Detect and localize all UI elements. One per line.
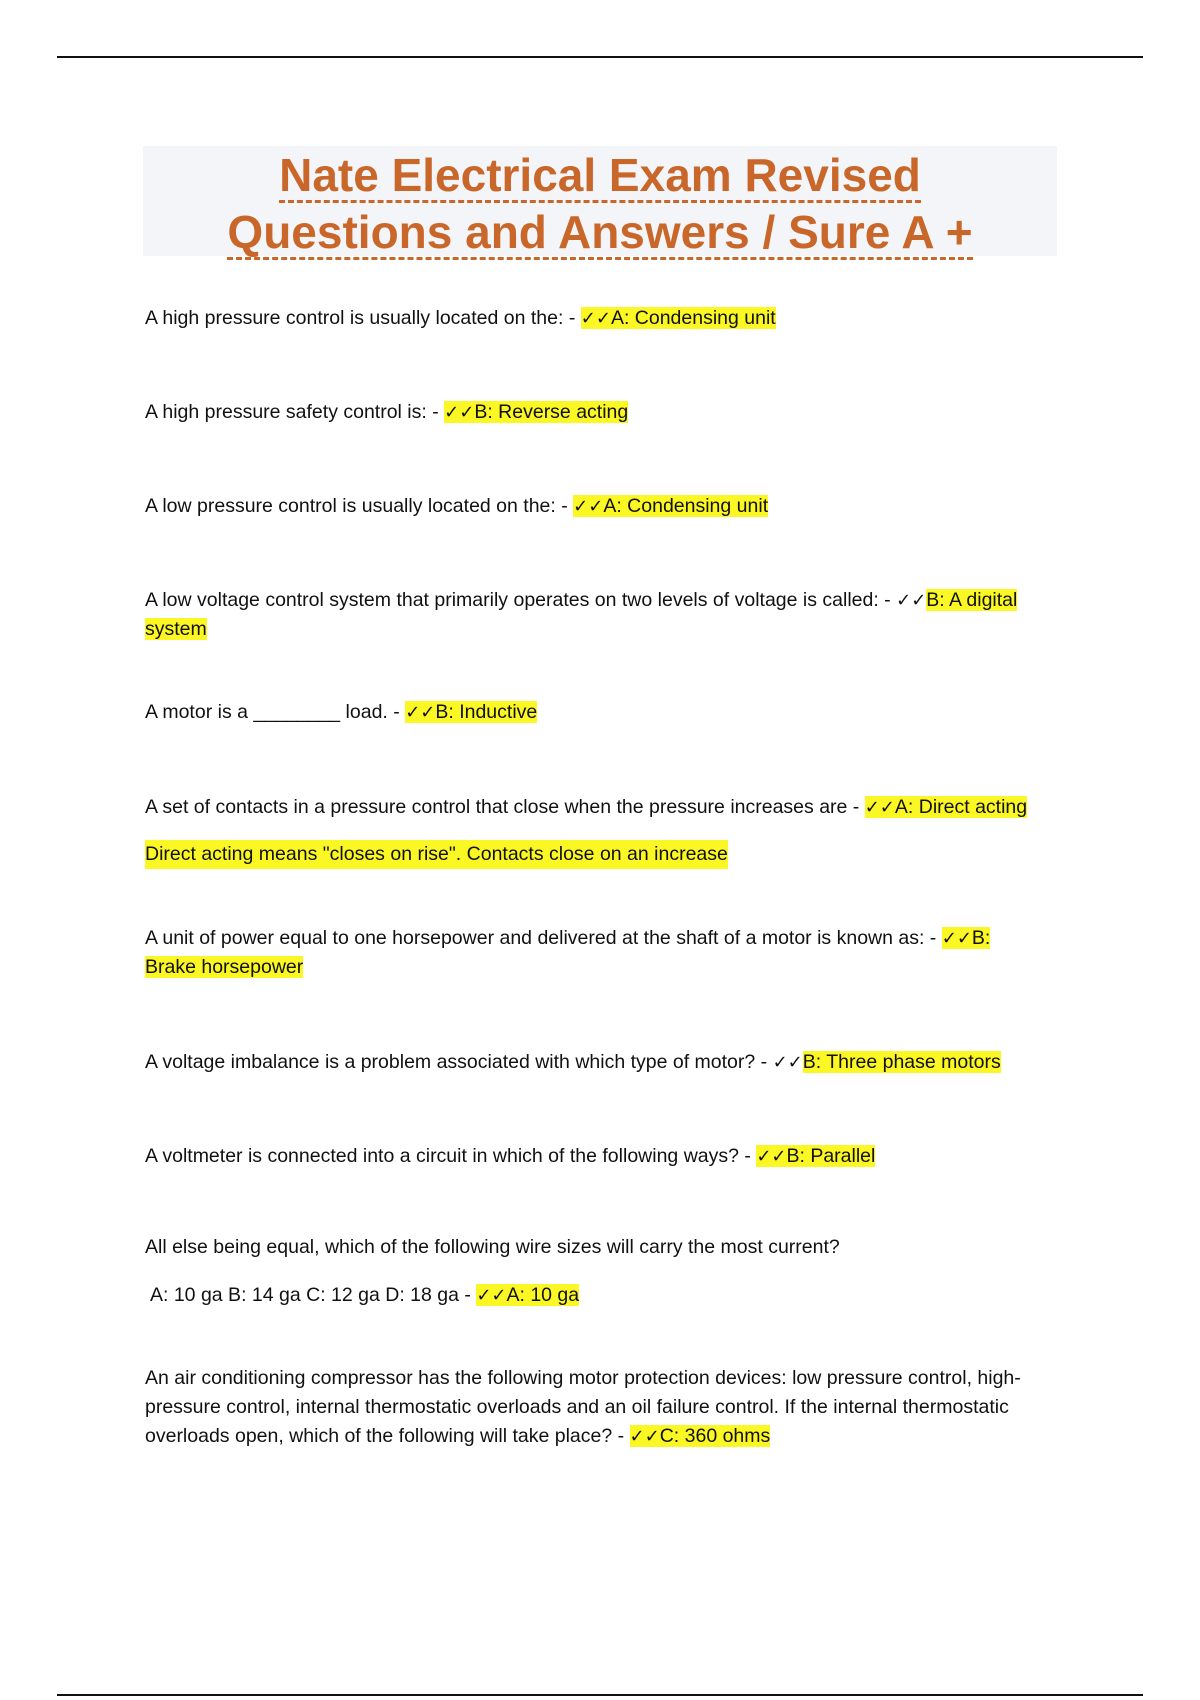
qa-text [145, 924, 1045, 982]
question-text: A low pressure control is usually located on the: [145, 495, 556, 517]
answer-separator: - [847, 796, 865, 818]
answer-highlight [756, 1145, 875, 1167]
title-banner [143, 146, 1057, 256]
answer-separator: - [738, 1145, 757, 1167]
question-text: A motor is a ________ load. [145, 701, 388, 723]
answer-note: Direct acting means "closes on rise". Contacts close on an increase [145, 840, 728, 869]
question-text: All else being equal, which of the following wire sizes will carry the most current? [145, 1236, 840, 1258]
answer-text: B: Inductive [435, 701, 538, 723]
checkmark-icon: ✓✓ [573, 496, 604, 517]
answer-separator: - [755, 1051, 773, 1073]
checkmark-icon: ✓✓ [772, 1052, 803, 1073]
answer-text: A: Direct acting [894, 796, 1028, 818]
document-title-line-1: Nate Electrical Exam Revised [279, 149, 921, 201]
checkmark-icon: ✓✓ [896, 590, 927, 611]
answer-highlight [444, 401, 628, 423]
qa-text [145, 1281, 1045, 1310]
qa-text [145, 398, 1045, 427]
checkmark-icon: ✓✓ [864, 797, 895, 818]
footer-rule [57, 1694, 1143, 1696]
qa-list [145, 304, 1045, 1451]
answer-separator: - [458, 1284, 477, 1306]
qa-item [145, 793, 1045, 869]
answer-separator: - [612, 1425, 630, 1447]
checkmark-icon: ✓✓ [405, 702, 436, 723]
checkmark-icon: ✓✓ [444, 402, 475, 423]
qa-text [145, 1364, 1045, 1451]
checkmark-icon: ✓✓ [941, 928, 972, 949]
question-text: A unit of power equal to one horsepower and delivered at the shaft of a motor is known as: [145, 927, 925, 949]
qa-item [145, 1233, 1045, 1310]
qa-item [145, 492, 1045, 521]
answer-text: B: Reverse acting [474, 401, 629, 423]
question-text: A voltage imbalance is a problem associated with which type of motor? [145, 1051, 756, 1073]
answer-separator: - [563, 307, 581, 329]
question-text: A low voltage control system that primarily operates on two levels of voltage is called: [145, 589, 879, 611]
answer-text: A: Condensing unit [603, 495, 769, 517]
answer-highlight [573, 495, 768, 517]
answer-highlight [581, 307, 776, 329]
question-text: A set of contacts in a pressure control that close when the pressure increases are [145, 796, 848, 818]
checkmark-icon: ✓✓ [756, 1146, 787, 1167]
checkmark-icon: ✓✓ [629, 1426, 660, 1447]
answer-text: B: A digital system [145, 589, 1018, 640]
answer-highlight [630, 1425, 771, 1447]
answer-separator: - [878, 589, 897, 611]
checkmark-icon: ✓✓ [476, 1285, 507, 1306]
answer-separator: - [387, 701, 406, 723]
answer-text: B: Three phase motors [802, 1051, 1001, 1073]
answer-highlight [865, 796, 1027, 818]
qa-text [145, 698, 1045, 727]
qa-item [145, 924, 1045, 982]
qa-text [145, 492, 1045, 521]
answer-separator: - [924, 927, 942, 949]
question-text: A high pressure control is usually located on the: [145, 307, 564, 329]
answer-text: B: Parallel [786, 1145, 876, 1167]
qa-item [145, 1142, 1045, 1171]
answer-highlight [405, 701, 537, 723]
qa-item [145, 1048, 1045, 1077]
answer-text: A: 10 ga [506, 1284, 580, 1306]
answer-text: C: 360 ohms [659, 1425, 771, 1447]
document-title-line-2: Questions and Answers / Sure A + [227, 206, 973, 258]
question-text: A high pressure safety control is: [145, 401, 427, 423]
qa-item [145, 698, 1045, 727]
qa-item [145, 304, 1045, 333]
answer-text: B: Brake horsepower [145, 927, 991, 978]
qa-text [145, 586, 1045, 644]
qa-item [145, 586, 1045, 644]
question-text: A voltmeter is connected into a circuit in which of the following ways? [145, 1145, 739, 1167]
question-text: An air conditioning compressor has the following motor protection devices: low pressure control, high-pressure control, internal thermostatic overloads and an oil failure control. If the internal thermostatic overloads open, which of the following will take place? [145, 1367, 1021, 1447]
answer-text: A: Condensing unit [610, 307, 776, 329]
answer-highlight [476, 1284, 579, 1306]
qa-text [145, 304, 1045, 333]
header-rule [57, 56, 1143, 58]
answer-separator: - [555, 495, 574, 517]
qa-item [145, 1364, 1045, 1451]
qa-text [145, 793, 1045, 822]
qa-text [145, 1142, 1045, 1171]
checkmark-icon: ✓✓ [580, 308, 611, 329]
qa-item [145, 398, 1045, 427]
answer-separator: - [426, 401, 445, 423]
answer-options: A: 10 ga B: 14 ga C: 12 ga D: 18 ga [150, 1284, 459, 1306]
qa-text [145, 1048, 1045, 1077]
